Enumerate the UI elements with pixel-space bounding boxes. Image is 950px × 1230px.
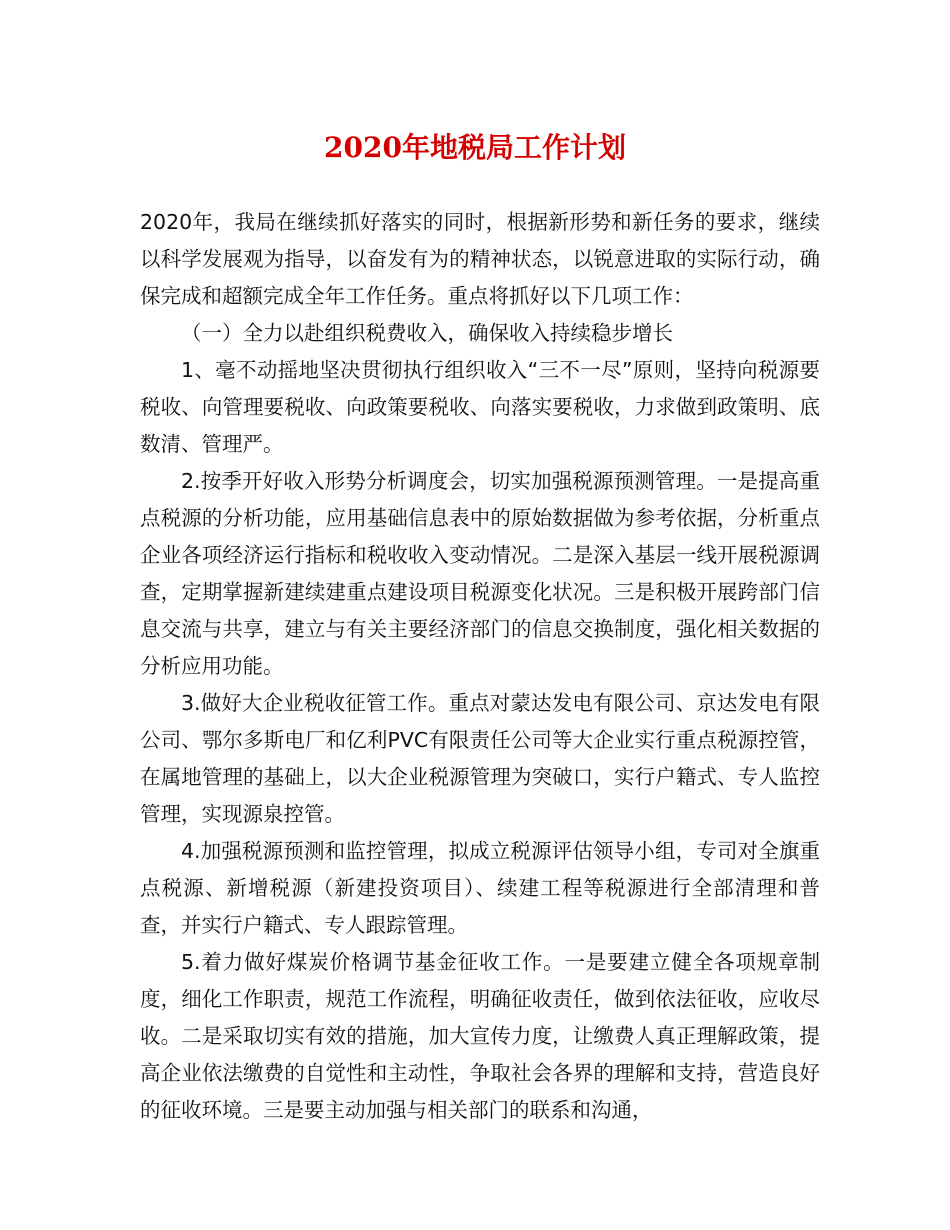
list-item-3: 3.做好大企业税收征管工作。重点对蒙达发电有限公司、京达发电有限公司、鄂尔多斯电厂和亿利PVC有限责任公司等大企业实行重点税源控管，在属地管理的基础上，以大企业税源管理为突破口，实行户籍式、专人监控管理，实现源泉控管。 xyxy=(140,691,820,826)
list-item-4: 4.加强税源预测和监控管理，拟成立税源评估领导小组，专司对全旗重点税源、新增税源（新建投资项目）、续建工程等税源进行全部清理和普查，并实行户籍式、专人跟踪管理。 xyxy=(140,839,820,937)
list-item-2: 2.按季开好收入形势分析调度会，切实加强税源预测管理。一是提高重点税源的分析功能，应用基础信息表中的原始数据做为参考依据，分析重点企业各项经济运行指标和税收收入变动情况。二是深入基层一线开展税源调查，定期掌握新建续建重点建设项目税源变化状况。三是积极开展跨部门信息交流与共享，建立与有关主要经济部门的信息交换制度，强化相关数据的分析应用功能。 xyxy=(140,469,820,678)
document-body xyxy=(140,204,820,1129)
list-item-5: 5.着力做好煤炭价格调节基金征收工作。一是要建立健全各项规章制度，细化工作职责，规范工作流程，明确征收责任，做到依法征收，应收尽收。二是采取切实有效的措施，加大宣传力度，让缴费人真正理解政策，提高企业依法缴费的自觉性和主动性，争取社会各界的理解和支持，营造良好的征收环境。三是要主动加强与相关部门的联系和沟通， xyxy=(140,950,820,1122)
list-item-1: 1、毫不动摇地坚决贯彻执行组织收入“三不一尽”原则，坚持向税源要税收、向管理要税收、向政策要税收、向落实要税收，力求做到政策明、底数清、管理严。 xyxy=(140,358,820,456)
section-heading-1: （一）全力以赴组织税费收入，确保收入持续稳步增长 xyxy=(181,321,673,345)
document-title: 2020年地税局工作计划 xyxy=(324,131,626,164)
intro-paragraph: 2020年，我局在继续抓好落实的同时，根据新形势和新任务的要求，继续以科学发展观为指导，以奋发有为的精神状态，以锐意进取的实际行动，确保完成和超额完成全年工作任务。重点将抓好以下几项工作： xyxy=(140,210,820,308)
